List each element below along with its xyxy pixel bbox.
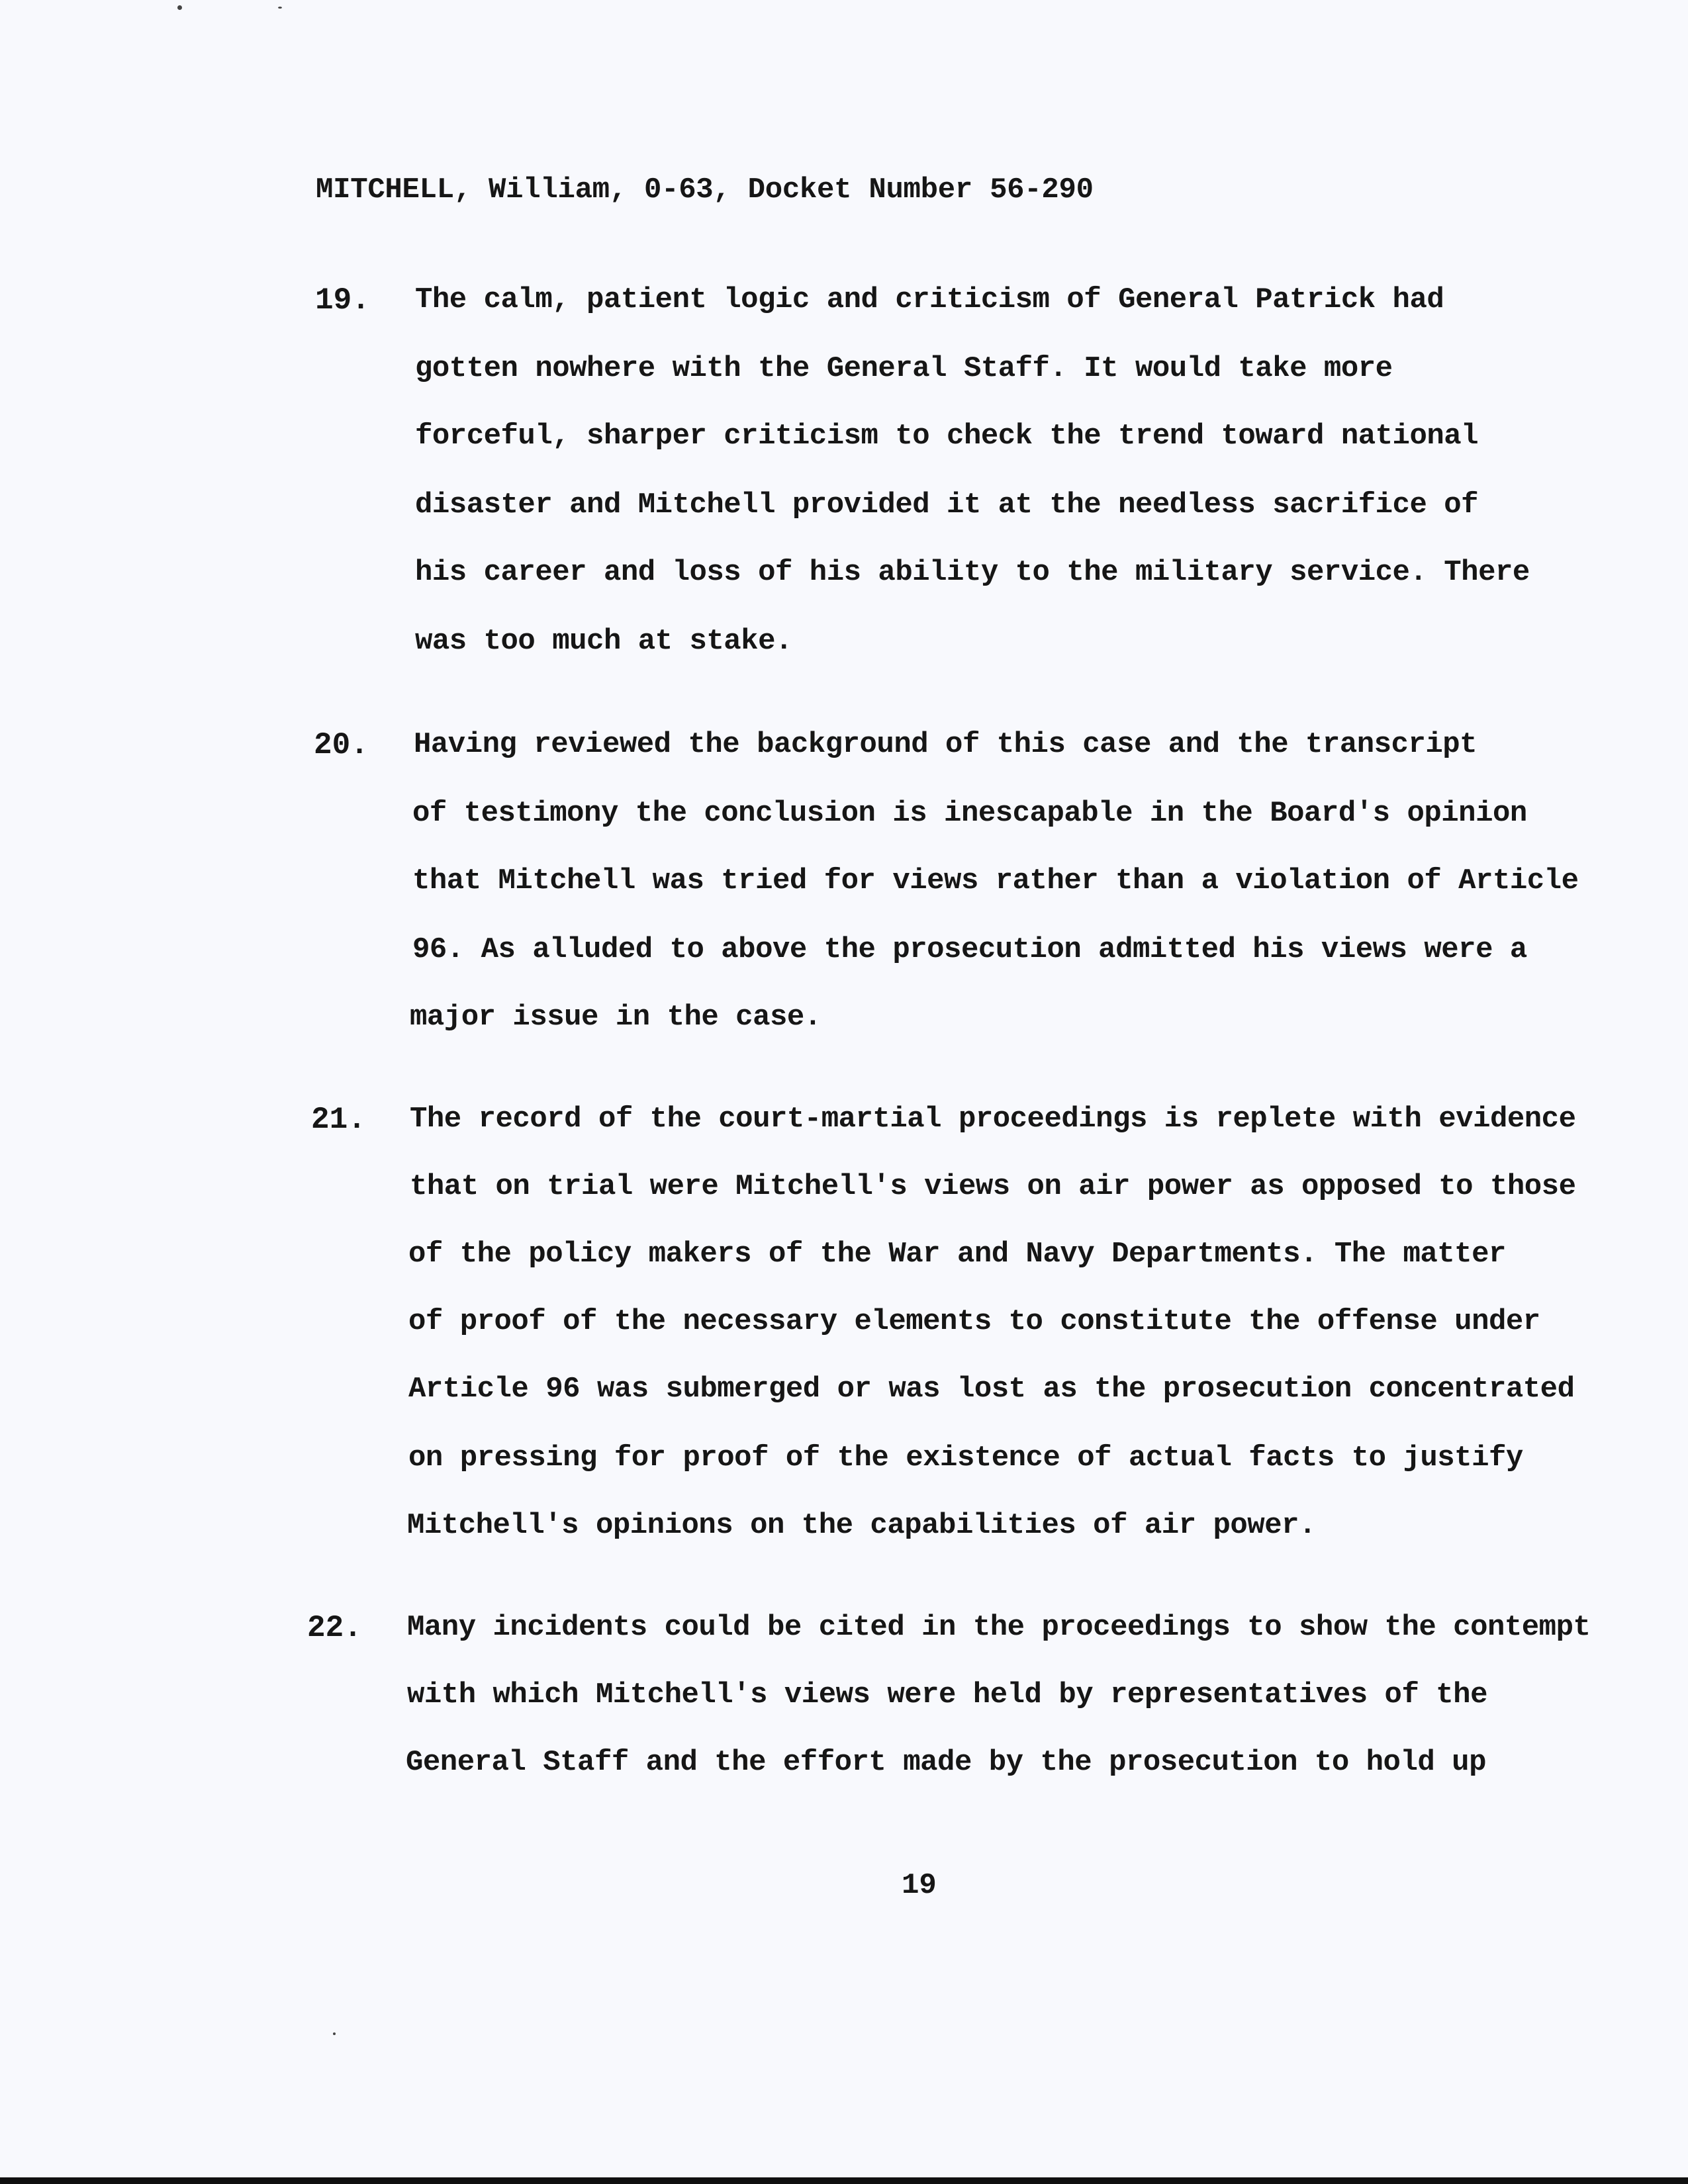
text-line: of testimony the conclusion is inescapable in the Board's opinion (412, 797, 1527, 830)
text-line: Having reviewed the background of this case and the transcript (414, 728, 1477, 761)
scan-speck (177, 5, 182, 10)
text-line: forceful, sharper criticism to check the trend toward national (415, 420, 1479, 453)
scan-speck (333, 2032, 336, 2035)
text-line: The record of the court-martial proceedings is replete with evidence (410, 1103, 1576, 1136)
text-line: gotten nowhere with the General Staff. It would take more (415, 352, 1393, 385)
paragraph-number: 20. (314, 728, 369, 762)
text-line: of the policy makers of the War and Navy Departments. The matter (408, 1238, 1506, 1271)
text-line: disaster and Mitchell provided it at the needless sacrifice of (415, 488, 1479, 522)
page-number: 19 (902, 1869, 937, 1902)
text-line: that on trial were Mitchell's views on air power as opposed to those (410, 1170, 1576, 1203)
text-line: was too much at stake. (415, 625, 792, 658)
text-line: major issue in the case. (410, 1001, 821, 1034)
text-line: Mitchell's opinions on the capabilities of air power. (407, 1509, 1316, 1542)
paragraph-number: 19. (315, 283, 370, 318)
paragraph-number: 21. (311, 1103, 366, 1137)
text-line: The calm, patient logic and criticism of General Patrick had (415, 283, 1444, 316)
scan-speck (278, 7, 282, 9)
text-line: General Staff and the effort made by the prosecution to hold up (406, 1746, 1486, 1779)
text-line: Many incidents could be cited in the proceedings to show the contempt (407, 1611, 1591, 1644)
text-line: with which Mitchell's views were held by representatives of the (407, 1678, 1487, 1711)
paragraph-number: 22. (307, 1611, 362, 1645)
text-line: that Mitchell was tried for views rather than a violation of Article (412, 864, 1579, 897)
text-line: 96. As alluded to above the prosecution admitted his views were a (412, 933, 1527, 966)
docket-header: MITCHELL, William, 0-63, Docket Number 56-290 (316, 173, 1094, 206)
text-line: of proof of the necessary elements to constitute the offense under (408, 1305, 1540, 1338)
text-line: his career and loss of his ability to the military service. There (415, 556, 1530, 589)
text-line: Article 96 was submerged or was lost as the prosecution concentrated (408, 1373, 1575, 1406)
text-line: on pressing for proof of the existence of actual facts to justify (408, 1441, 1523, 1475)
